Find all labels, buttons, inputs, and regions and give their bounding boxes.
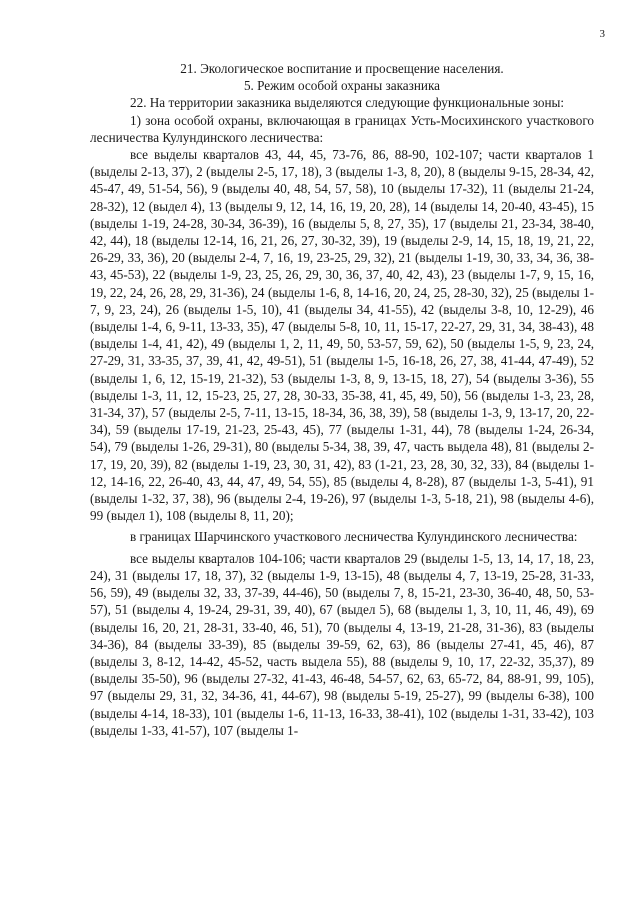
item-21-text: 21. Экологическое воспитание и просвещение населения. [180, 61, 504, 76]
page-number: 3 [599, 28, 605, 40]
sharchino-blocks: все выделы кварталов 104-106; части кварталов 29 (выделы 1-5, 13, 14, 17, 18, 23, 24), 31 (выделы 17, 18, 37), 32 (выделы 1-9, 13-15), 48 (выделы 4, 7, 13-19, 25-28, 31-33, 56, 59), 49 (выделы 32, 33, 37-39, 44-46), 50 (выделы 7, 8, 15-21, 23-30, 36-40, 48, 50, 53-57), 51 (выделы 4, 19-24, 29-31, 39, 40), 67 (выдел 5), 68 (выделы 1, 3, 10, 11, 46, 49), 69 (выделы 16, 20, 21, 28-31, 33-40, 46, 51), 70 (выделы 4, 13-19, 21-28, 31-36), 83 (выделы 34-36), 84 (выделы 33-39), 85 (выделы 39-59, 62, 63), 86 (выделы 27-41, 45, 46), 87 (выделы 3, 8-12, 14-42, 45-52, часть выдела 55), 88 (выделы 9, 10, 17, 22-32, 35,37), 89 (выделы 35-50), 96 (выделы 27-32, 41-43, 46-48, 54-57, 62, 63, 65-72, 84, 88-91, 99, 105), 97 (выделы 29, 31, 32, 34-36, 41, 44-67), 98 (выделы 5-19, 25-27), 99 (выделы 6-38), 100 (выделы 4-14, 18-33), 101 (выделы 1-6, 11-13, 16-33, 38-41), 102 (выделы 1-31, 33-42), 103 (выделы 1-33, 41-57), 107 (выделы 1- [90, 550, 594, 738]
sharchino-intro: в границах Шарчинского участкового лесничества Кулундинского лесничества: [130, 529, 578, 545]
zone-1-intro: 1) зона особой охраны, включающая в границах Усть-Мосихинского участкового лесничества Кулундинского лесничества: [90, 112, 594, 145]
document-body [90, 60, 594, 739]
section-heading: 5. Режим особой охраны заказника [243, 78, 441, 94]
item-22-text: 22. На территории заказника выделяются следующие функциональные зоны: [130, 95, 565, 111]
ust-mosikha-blocks: все выделы кварталов 43, 44, 45, 73-76, 86, 88-90, 102-107; части кварталов 1 (выделы 2-13, 37), 2 (выделы 2-5, 17, 18), 3 (выделы 1-3, 8, 20), 8 (выделы 9-15, 28-34, 42, 45-47, 49, 51-54, 56), 9 (выделы 40, 48, 54, 57, 58), 10 (выделы 17-32), 11 (выделы 21-24, 28-32), 12 (выдел 4), 13 (выделы 9, 12, 14, 16, 19, 20, 28), 14 (выделы 14, 20-40, 43-45), 15 (выделы 1-19, 24-28, 30-34, 36-39), 16 (выделы 5, 8, 27, 35), 17 (выделы 21, 23-34, 38-40, 42, 44), 18 (выделы 12-14, 16, 21, 26, 27, 30-32, 39), 19 (выделы 2-9, 14, 15, 18, 19, 21, 22, 26-29, 33, 36), 20 (выделы 2-4, 7, 16, 19, 23-25, 29, 32), 21 (выделы 1-19, 30, 33, 34, 36, 38-43, 45-53), 22 (выделы 1-9, 23, 25, 26, 29, 30, 36, 37, 40, 42, 43), 23 (выделы 1-7, 9, 15, 16, 19, 22, 24, 26, 28, 29, 31-36), 24 (выделы 1-6, 8, 14-16, 20, 24, 25, 28-30, 32), 25 (выделы 1-7, 9, 23, 24), 26 (выделы 1-5, 10), 41 (выделы 34, 41-55), 42 (выделы 3-8, 10, 12-29), 46 (выделы 1-4, 6, 9-11, 13-33, 35), 47 (выделы 5-8, 10, 11, 15-17, 22-27, 29, 31, 34, 38-43), 48 (выделы 1-4, 41, 42), 49 (выделы 1, 2, 11, 49, 50, 53-57, 59, 62), 50 (выделы 1-5, 9, 23, 24, 27-29, 31, 33-35, 37, 39, 41, 42, 49-51), 51 (выделы 1-5, 16-18, 26, 27, 38, 41-44, 47-49), 52 (выделы 1, 6, 12, 15-19, 21-32), 53 (выделы 1-3, 8, 9, 13-15, 18, 27), 54 (выделы 3-36), 55 (выделы 1-3, 11, 12, 15-23, 25, 27, 28, 30-33, 35-38, 41, 45, 49, 50), 56 (выделы 1-3, 23, 28, 31-34, 37), 57 (выделы 2-5, 7-11, 13-15, 18-34, 36, 38, 39), 58 (выделы 1-3, 9, 13-17, 20, 22-34), 59 (выделы 17-19, 21-23, 25-43, 45), 77 (выделы 1-31, 44), 78 (выделы 1-24, 26-34, 54), 79 (выделы 1-26, 29-31), 80 (выделы 5-34, 38, 39, 47, часть выдела 48), 81 (выделы 2-17, 19, 20, 39), 82 (выделы 1-19, 23, 30, 31, 42), 83 (1-21, 23, 28, 30, 32, 33), 84 (выделы 1-12, 14-16, 22, 26-40, 43, 44, 47, 49, 54, 55), 85 (выделы 4, 8-28), 87 (выделы 1-3, 5-41), 91 (выделы 1-32, 37, 38), 96 (выделы 2-4, 19-26), 97 (выделы 1-3, 5-18, 21), 98 (выделы 4-6), 99 (выдел 1), 108 (выделы 8, 11, 20); [90, 147, 594, 524]
